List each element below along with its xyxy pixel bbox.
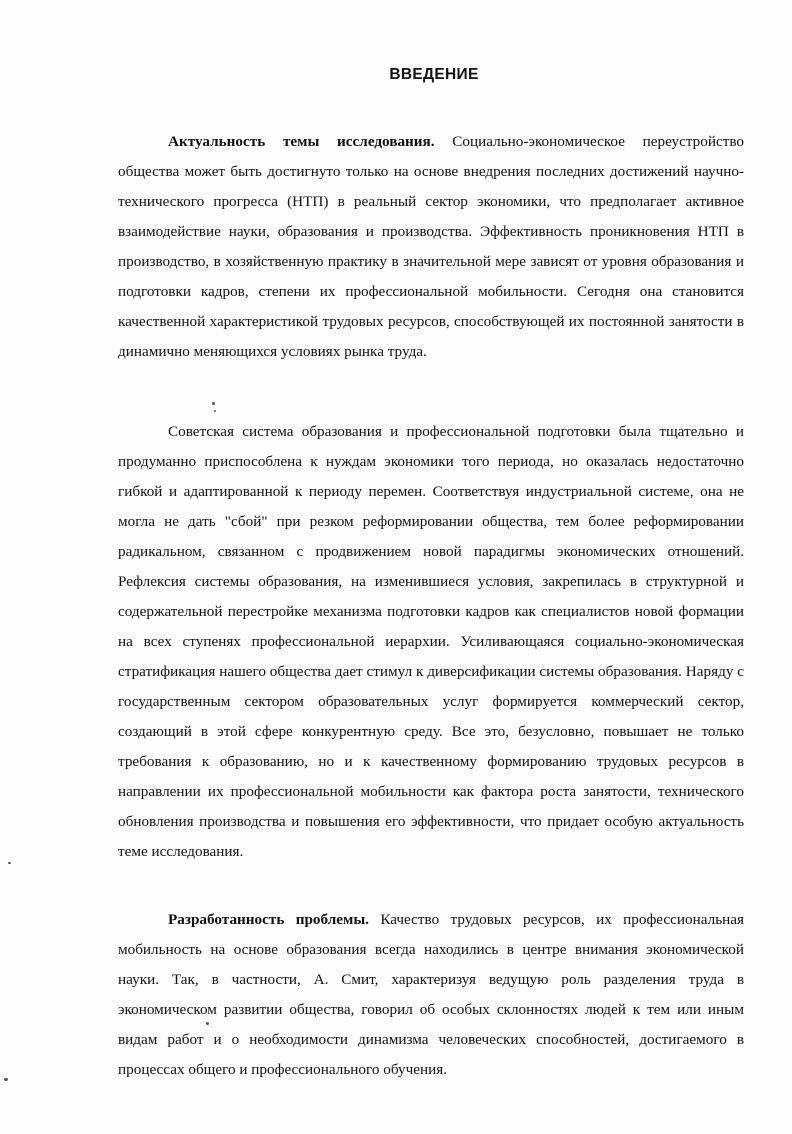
paragraph-text: Советская система образования и профессиональной подготовки была тщательно и продуманно приспособлена к нуждам экономики того периода, но оказалась недостаточно гибкой и адаптированной к периоду перемен. Соответствуя индустриальной системе, она не могла не дать "сбой" при резком реформировании общества, тем более реформировании радикальном, связанном с продвижением новой парадигмы экономических отношений. Рефлексия системы образования, на изменившиеся условия, закрепилась в структурной и содержательной перестройке механизма подготовки кадров как специалистов новой формации на всех ступенях профессиональной иерархии. Усиливающаяся социально-экономическая стратификация нашего общества дает стимул к диверсификации системы образования. Наряду с государственным сектором образовательных услуг формируется коммерческий сектор, создающий в этой сфере конкурентную среду. Все это, безусловно, повышает не только требования к образованию, но и к качественному формированию трудовых ресурсов в направлении их профессиональной мобильности как фактора роста занятости, технического обновления производства и повышения его эффективности, что придает особую актуальность теме исследования. [118,423,744,860]
paragraph-soviet-system [118,417,744,867]
page-title: ВВЕДЕНИЕ [389,66,479,83]
scan-speck [206,1022,209,1025]
paragraph-lead: Разработанность проблемы. [168,911,369,928]
paragraph-lead: Актуальность темы исследования. [168,133,435,150]
paragraph-problem-development [118,905,744,1085]
paragraph-relevance [118,127,744,367]
scan-speck [214,410,216,412]
paragraph-text: Качество трудовых ресурсов, их профессиональная мобильность на основе образования всегда находились в центре внимания экономической науки. Так, в частности, А. Смит, характеризуя ведущую роль разделения труда в экономическом развитии общества, говорил об особых склонностях людей к тем или иным видам работ и о необходимости динамизма человеческих способностей, достигаемого в процессах общего и профессионального обучения. [118,911,744,1078]
scan-speck [212,402,215,405]
scan-speck [4,1078,8,1081]
paragraph-text: Социально-экономическое переустройство общества может быть достигнуто только на основе внедрения последних достижений научно-технического прогресса (НТП) в реальный сектор экономики, что предполагает активное взаимодействие науки, образования и производства. Эффективность проникновения НТП в производство, в хозяйственную практику в значительной мере зависят от уровня образования и подготовки кадров, степени их профессиональной мобильности. Сегодня она становится качественной характеристикой трудовых ресурсов, способствующей их постоянной занятости в динамично меняющихся условиях рынка труда. [118,133,744,360]
scan-speck [8,862,11,864]
